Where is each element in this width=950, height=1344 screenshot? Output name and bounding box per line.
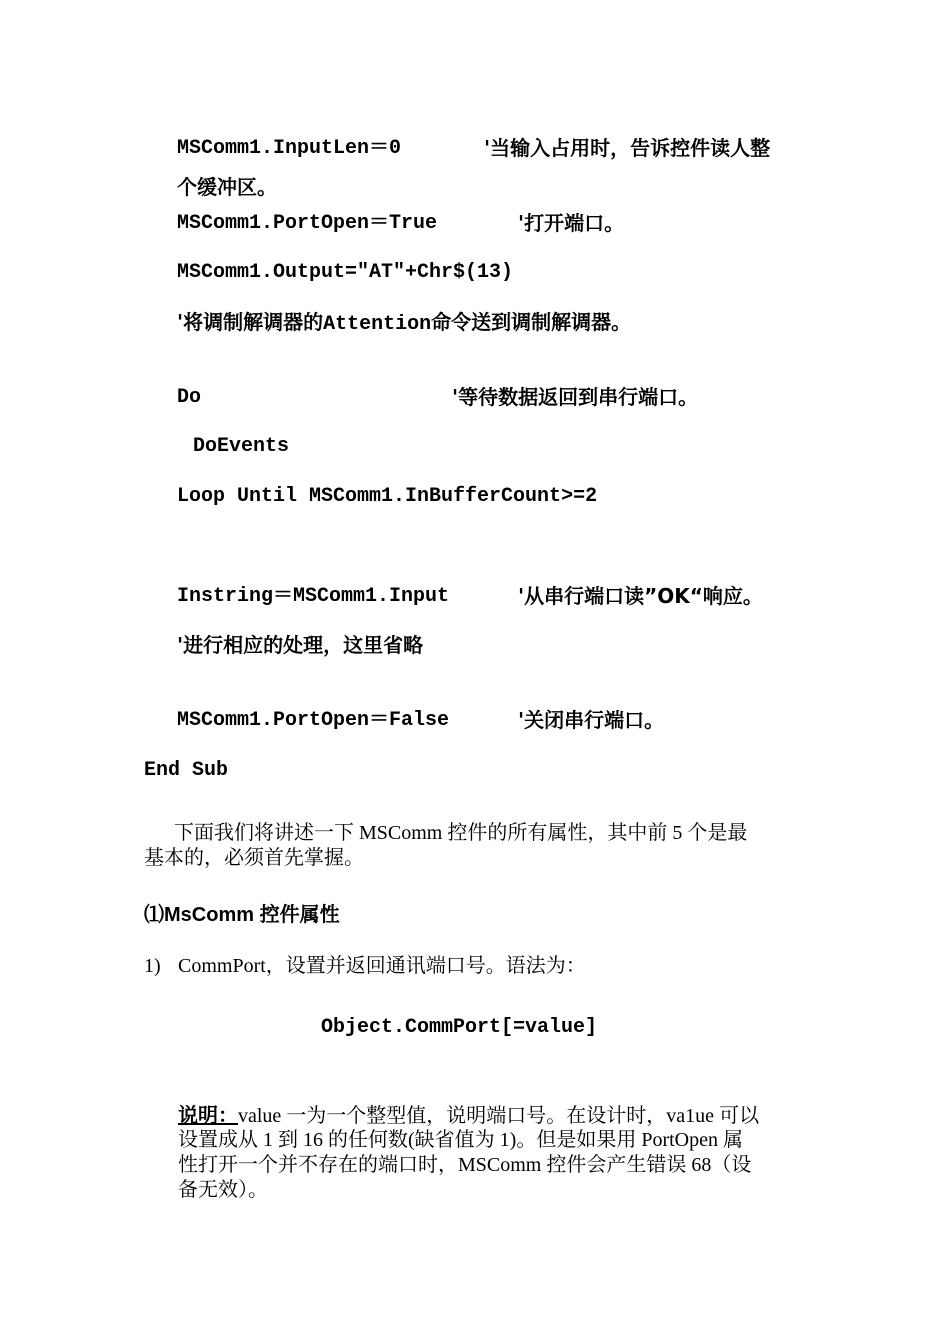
section-heading: ⑴MsComm 控件属性: [144, 904, 340, 926]
code-doevents: DoEvents: [193, 435, 290, 458]
code-end-sub: End Sub: [144, 759, 229, 782]
code-portopen-false: MSComm1.PortOpen＝False: [177, 709, 450, 732]
comment-do: '等待数据返回到串行端口。: [452, 385, 699, 409]
code-output: MSComm1.Output="AT"+Chr$(13): [177, 261, 514, 284]
syntax-commport: Object.CommPort[=value]: [321, 1016, 598, 1039]
comment-attention: [177, 310, 631, 337]
comment-instring: '从串行端口读”OK“响应。: [518, 584, 763, 608]
explanation-line-2: 设置成从 1 到 16 的任何数(缺省值为 1)。但是如果用 PortOpen 属: [178, 1129, 743, 1151]
code-portopen-true: MSComm1.PortOpen＝True: [177, 212, 438, 235]
explanation-line-3: 性打开一个并不存在的端口时，MSComm 控件会产生错误 68（设: [178, 1154, 752, 1176]
code-loop-until: Loop Until MSComm1.InBufferCount>=2: [177, 485, 598, 508]
code-inputlen: MSComm1.InputLen＝0: [177, 137, 402, 160]
comment-portopen-false: '关闭串行端口。: [518, 708, 665, 732]
comment-inputlen-continuation: 个缓冲区。: [177, 175, 277, 199]
comment-portopen-true: '打开端口。: [518, 211, 625, 235]
comment-inputlen: '当输入占用时，告诉控件读人整: [484, 136, 771, 160]
intro-line-2: 基本的，必须首先掌握。: [144, 847, 364, 869]
explanation-line-1: [178, 1103, 759, 1128]
intro-line-1: 下面我们将讲述一下 MSComm 控件的所有属性，其中前 5 个是最: [174, 822, 748, 844]
explanation-line-4: 备无效）。: [178, 1179, 268, 1201]
code-instring: Instring＝MSComm1.Input: [177, 585, 450, 608]
item-1-text: CommPort，设置并返回通讯端口号。语法为：: [178, 955, 586, 977]
explanation-text-1: value 一为一个整型值，说明端口号。在设计时，va1ue 可以: [238, 1105, 760, 1127]
comment-processing: '进行相应的处理，这里省略: [177, 633, 424, 657]
code-do: Do: [177, 386, 202, 409]
explanation-label: 说明：: [178, 1103, 238, 1127]
comment-attention-post: 命令送到调制解调器。: [431, 310, 632, 334]
comment-attention-pre: '将调制解调器的: [177, 310, 324, 334]
comment-attention-code: Attention: [323, 313, 432, 336]
item-1-number: 1): [144, 955, 161, 977]
